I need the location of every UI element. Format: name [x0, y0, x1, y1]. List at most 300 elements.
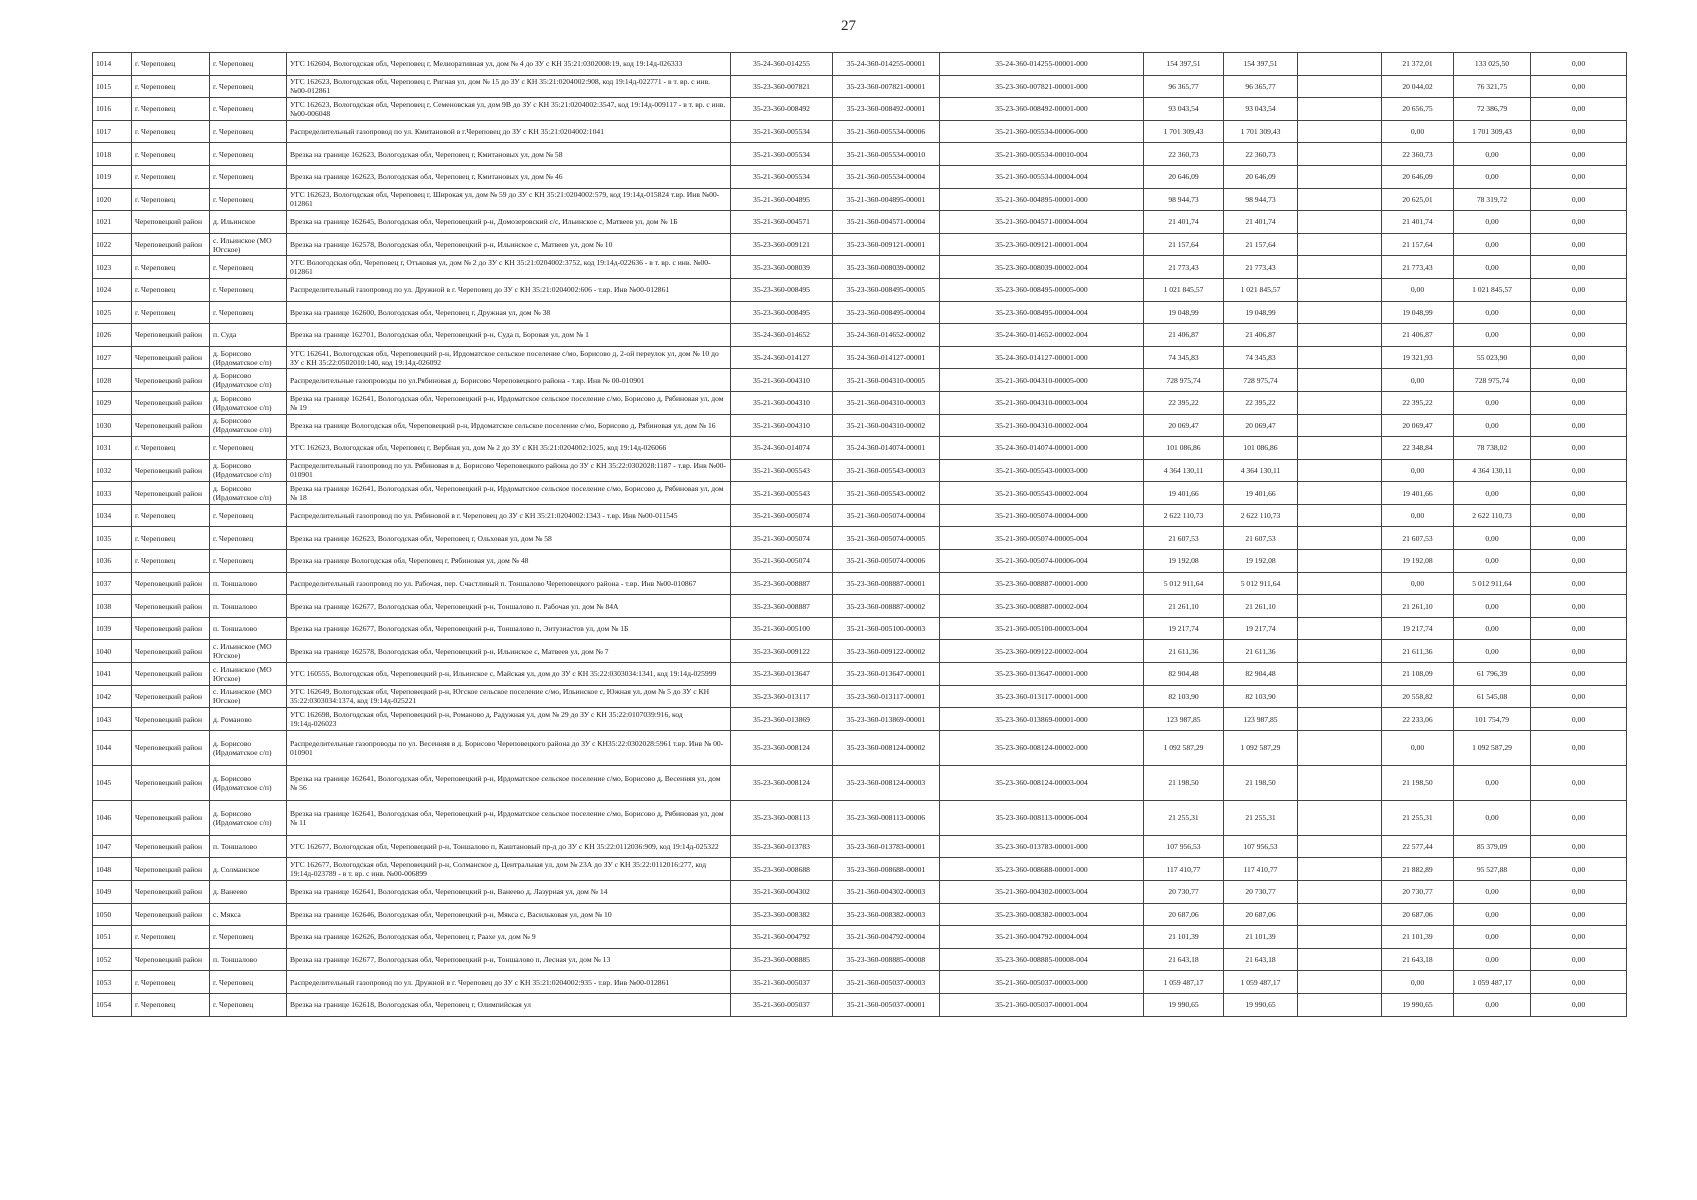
inventory-code-cell: 35-21-360-004792-00004-004: [940, 926, 1144, 949]
locality-cell: г. Череповец: [210, 971, 287, 994]
subobject-code-cell: 35-23-360-008495-00005: [833, 278, 940, 301]
table-row: [93, 120, 1627, 143]
value-6-cell: 0,00: [1531, 617, 1627, 640]
district-cell: г. Череповец: [132, 301, 210, 324]
inventory-code-cell: 35-23-360-008382-00003-004: [940, 903, 1144, 926]
value-3-cell: [1298, 926, 1382, 949]
value-2-cell: 19 192,08: [1224, 550, 1298, 573]
locality-cell: д. Романово: [210, 708, 287, 731]
table-row: [93, 572, 1627, 595]
subobject-code-cell: 35-24-360-014255-00001: [833, 53, 940, 76]
value-2-cell: 21 607,53: [1224, 527, 1298, 550]
value-1-cell: 21 261,10: [1144, 595, 1224, 618]
row-number-cell: 1040: [93, 640, 132, 663]
object-description-cell: Врезка на границе 162618, Вологодская обл, Череповец г, Олимпийская ул: [287, 993, 731, 1016]
inventory-code-cell: 35-21-360-004310-00002-004: [940, 414, 1144, 437]
value-3-cell: [1298, 572, 1382, 595]
value-3-cell: [1298, 120, 1382, 143]
value-6-cell: 0,00: [1531, 482, 1627, 505]
row-number-cell: 1016: [93, 98, 132, 121]
value-1-cell: 20 069,47: [1144, 414, 1224, 437]
object-description-cell: Врезка на границе 162701, Вологодская обл, Череповецкий р-н, Суда п, Боровая ул, дом № 1: [287, 324, 731, 347]
value-4-cell: 21 643,18: [1382, 948, 1454, 971]
locality-cell: г. Череповец: [210, 437, 287, 460]
table-row: [93, 765, 1627, 800]
inventory-code-cell: 35-23-360-008113-00006-004: [940, 800, 1144, 835]
value-4-cell: 19 990,65: [1382, 993, 1454, 1016]
value-3-cell: [1298, 165, 1382, 188]
table-row: [93, 640, 1627, 663]
district-cell: г. Череповец: [132, 53, 210, 76]
value-4-cell: 20 069,47: [1382, 414, 1454, 437]
object-code-cell: 35-21-360-004571: [731, 211, 833, 234]
row-number-cell: 1018: [93, 143, 132, 166]
row-number-cell: 1053: [93, 971, 132, 994]
object-description-cell: Врезка на границе 162677, Вологодская обл, Череповецкий р-н, Тоншалово п, Энтузиастов ул, дом № 1Б: [287, 617, 731, 640]
table-row: [93, 595, 1627, 618]
value-4-cell: 21 882,89: [1382, 858, 1454, 881]
value-3-cell: [1298, 881, 1382, 904]
value-4-cell: 0,00: [1382, 572, 1454, 595]
subobject-code-cell: 35-21-360-004895-00001: [833, 188, 940, 211]
value-2-cell: 21 255,31: [1224, 800, 1298, 835]
inventory-code-cell: 35-23-360-013869-00001-000: [940, 708, 1144, 731]
value-5-cell: 5 012 911,64: [1454, 572, 1531, 595]
object-description-cell: Распределительный газопровод по ул. Кмитановой в г.Череповец до ЗУ с КН 35:21:0204002:1041: [287, 120, 731, 143]
inventory-code-cell: 35-21-360-005037-00001-004: [940, 993, 1144, 1016]
locality-cell: г. Череповец: [210, 98, 287, 121]
value-2-cell: 98 944,73: [1224, 188, 1298, 211]
value-4-cell: 21 255,31: [1382, 800, 1454, 835]
value-3-cell: [1298, 550, 1382, 573]
value-4-cell: 20 625,01: [1382, 188, 1454, 211]
value-6-cell: 0,00: [1531, 391, 1627, 414]
row-number-cell: 1030: [93, 414, 132, 437]
locality-cell: д. Борисово (Ирдоматское с/п): [210, 765, 287, 800]
inventory-code-cell: 35-23-360-008124-00002-000: [940, 730, 1144, 765]
locality-cell: п. Тоншалово: [210, 572, 287, 595]
value-5-cell: 2 622 110,73: [1454, 504, 1531, 527]
value-2-cell: 154 397,51: [1224, 53, 1298, 76]
value-5-cell: 0,00: [1454, 948, 1531, 971]
value-3-cell: [1298, 278, 1382, 301]
row-number-cell: 1044: [93, 730, 132, 765]
subobject-code-cell: 35-21-360-005543-00002: [833, 482, 940, 505]
object-description-cell: Распределительные газопроводы по ул.Рябиновая д. Борисово Череповецкого района - т.вр. Инв № 00-010901: [287, 369, 731, 392]
value-4-cell: 0,00: [1382, 369, 1454, 392]
value-1-cell: 21 406,87: [1144, 324, 1224, 347]
object-code-cell: 35-23-360-008688: [731, 858, 833, 881]
row-number-cell: 1049: [93, 881, 132, 904]
value-1-cell: 21 157,64: [1144, 233, 1224, 256]
value-6-cell: 0,00: [1531, 708, 1627, 731]
value-5-cell: 85 379,09: [1454, 835, 1531, 858]
value-4-cell: 21 773,43: [1382, 256, 1454, 279]
inventory-code-cell: 35-23-360-008492-00001-000: [940, 98, 1144, 121]
value-6-cell: 0,00: [1531, 165, 1627, 188]
value-6-cell: 0,00: [1531, 324, 1627, 347]
object-description-cell: Врезка на границе 162623, Вологодская обл, Череповец г, Кмитановых ул, дом № 58: [287, 143, 731, 166]
value-2-cell: 82 103,90: [1224, 685, 1298, 708]
object-code-cell: 35-23-360-008124: [731, 765, 833, 800]
value-4-cell: 22 395,22: [1382, 391, 1454, 414]
district-cell: Череповецкий район: [132, 948, 210, 971]
value-5-cell: 0,00: [1454, 595, 1531, 618]
row-number-cell: 1035: [93, 527, 132, 550]
row-number-cell: 1027: [93, 346, 132, 369]
value-1-cell: 154 397,51: [1144, 53, 1224, 76]
value-5-cell: 101 754,79: [1454, 708, 1531, 731]
row-number-cell: 1015: [93, 75, 132, 98]
value-4-cell: 21 261,10: [1382, 595, 1454, 618]
subobject-code-cell: 35-23-360-013117-00001: [833, 685, 940, 708]
value-5-cell: 0,00: [1454, 414, 1531, 437]
value-6-cell: 0,00: [1531, 53, 1627, 76]
value-3-cell: [1298, 765, 1382, 800]
object-description-cell: Врезка на границе 162677, Вологодская обл, Череповецкий р-н, Тоншалово п. Рабочая ул. дом № 84А: [287, 595, 731, 618]
value-1-cell: 1 092 587,29: [1144, 730, 1224, 765]
value-3-cell: [1298, 663, 1382, 686]
district-cell: г. Череповец: [132, 188, 210, 211]
district-cell: Череповецкий район: [132, 414, 210, 437]
value-3-cell: [1298, 301, 1382, 324]
value-3-cell: [1298, 98, 1382, 121]
subobject-code-cell: 35-21-360-005534-00006: [833, 120, 940, 143]
inventory-code-cell: 35-23-360-013117-00001-000: [940, 685, 1144, 708]
locality-cell: г. Череповец: [210, 120, 287, 143]
value-1-cell: 2 622 110,73: [1144, 504, 1224, 527]
value-1-cell: 19 217,74: [1144, 617, 1224, 640]
locality-cell: г. Череповец: [210, 926, 287, 949]
value-1-cell: 728 975,74: [1144, 369, 1224, 392]
object-code-cell: 35-21-360-005543: [731, 459, 833, 482]
inventory-code-cell: 35-21-360-005074-00004-000: [940, 504, 1144, 527]
subobject-code-cell: 35-23-360-013647-00001: [833, 663, 940, 686]
object-code-cell: 35-23-360-008492: [731, 98, 833, 121]
table-row: [93, 278, 1627, 301]
object-code-cell: 35-21-360-005534: [731, 143, 833, 166]
table-row: [93, 858, 1627, 881]
table-row: [93, 617, 1627, 640]
value-3-cell: [1298, 617, 1382, 640]
value-4-cell: 21 108,09: [1382, 663, 1454, 686]
value-6-cell: 0,00: [1531, 143, 1627, 166]
value-2-cell: 117 410,77: [1224, 858, 1298, 881]
object-code-cell: 35-23-360-009122: [731, 640, 833, 663]
subobject-code-cell: 35-24-360-014652-00002: [833, 324, 940, 347]
object-code-cell: 35-23-360-007821: [731, 75, 833, 98]
value-6-cell: 0,00: [1531, 685, 1627, 708]
value-2-cell: 22 360,73: [1224, 143, 1298, 166]
locality-cell: г. Череповец: [210, 53, 287, 76]
value-4-cell: 22 233,06: [1382, 708, 1454, 731]
object-description-cell: Врезка на границе 162623, Вологодская обл, Череповец г, Кмитановых ул, дом № 46: [287, 165, 731, 188]
value-2-cell: 93 043,54: [1224, 98, 1298, 121]
value-1-cell: 117 410,77: [1144, 858, 1224, 881]
district-cell: Череповецкий район: [132, 640, 210, 663]
object-code-cell: 35-23-360-013783: [731, 835, 833, 858]
district-cell: Череповецкий район: [132, 858, 210, 881]
value-2-cell: 21 401,74: [1224, 211, 1298, 234]
value-6-cell: 0,00: [1531, 640, 1627, 663]
district-cell: Череповецкий район: [132, 369, 210, 392]
object-code-cell: 35-21-360-005534: [731, 120, 833, 143]
value-4-cell: 21 401,74: [1382, 211, 1454, 234]
value-5-cell: 1 021 845,57: [1454, 278, 1531, 301]
district-cell: г. Череповец: [132, 550, 210, 573]
district-cell: Череповецкий район: [132, 346, 210, 369]
inventory-code-cell: 35-21-360-004302-00003-004: [940, 881, 1144, 904]
value-2-cell: 21 198,50: [1224, 765, 1298, 800]
object-description-cell: Распределительные газопроводы по ул. Весенняя в д. Борисово Череповецкого района до ЗУ с КН35:22:0302028:5961 т.вр. Инв № 00-010901: [287, 730, 731, 765]
value-3-cell: [1298, 75, 1382, 98]
row-number-cell: 1024: [93, 278, 132, 301]
value-6-cell: 0,00: [1531, 98, 1627, 121]
value-6-cell: 0,00: [1531, 663, 1627, 686]
locality-cell: д. Борисово (Ирдоматское с/п): [210, 369, 287, 392]
value-1-cell: 21 255,31: [1144, 800, 1224, 835]
value-5-cell: 1 059 487,17: [1454, 971, 1531, 994]
value-1-cell: 21 101,39: [1144, 926, 1224, 949]
value-1-cell: 5 012 911,64: [1144, 572, 1224, 595]
value-3-cell: [1298, 800, 1382, 835]
table-row: [93, 708, 1627, 731]
value-1-cell: 96 365,77: [1144, 75, 1224, 98]
object-description-cell: Врезка на границе 162623, Вологодская обл, Череповец г, Ольховая ул, дом № 58: [287, 527, 731, 550]
object-description-cell: УГС 162677, Вологодская обл, Череповецкий р-н, Тоншалово п, Каштановый пр-д до ЗУ с КН 35:22:0112036:909, код 19:14д-025322: [287, 835, 731, 858]
inventory-code-cell: 35-23-360-009122-00002-004: [940, 640, 1144, 663]
value-3-cell: [1298, 143, 1382, 166]
object-code-cell: 35-23-360-008887: [731, 595, 833, 618]
value-6-cell: 0,00: [1531, 504, 1627, 527]
subobject-code-cell: 35-23-360-009122-00002: [833, 640, 940, 663]
object-code-cell: 35-21-360-005074: [731, 504, 833, 527]
row-number-cell: 1028: [93, 369, 132, 392]
district-cell: г. Череповец: [132, 993, 210, 1016]
table-row: [93, 324, 1627, 347]
object-code-cell: 35-23-360-013869: [731, 708, 833, 731]
object-description-cell: УГС 162604, Вологодская обл, Череповец г, Мелиоративная ул, дом № 4 до ЗУ с КН 35:21:0302008:19, код 19:14д-026333: [287, 53, 731, 76]
object-description-cell: Врезка на границе 162600, Вологодская обл, Череповец г, Дружная ул, дом № 38: [287, 301, 731, 324]
district-cell: г. Череповец: [132, 926, 210, 949]
object-description-cell: Врезка на границе 162578, Вологодская обл, Череповецкий р-н, Ильинское с, Матвеев ул, дом № 10: [287, 233, 731, 256]
locality-cell: д. Борисово (Ирдоматское с/п): [210, 800, 287, 835]
inventory-code-cell: 35-23-360-008887-00001-000: [940, 572, 1144, 595]
inventory-code-cell: 35-24-360-014652-00002-004: [940, 324, 1144, 347]
district-cell: Череповецкий район: [132, 391, 210, 414]
locality-cell: с. Мякса: [210, 903, 287, 926]
value-1-cell: 21 611,36: [1144, 640, 1224, 663]
value-2-cell: 728 975,74: [1224, 369, 1298, 392]
table-row: [93, 835, 1627, 858]
value-3-cell: [1298, 595, 1382, 618]
value-5-cell: 78 319,72: [1454, 188, 1531, 211]
value-1-cell: 4 364 130,11: [1144, 459, 1224, 482]
value-4-cell: 0,00: [1382, 504, 1454, 527]
value-3-cell: [1298, 527, 1382, 550]
inventory-code-cell: 35-21-360-005074-00005-004: [940, 527, 1144, 550]
table-row: [93, 256, 1627, 279]
value-4-cell: 20 656,75: [1382, 98, 1454, 121]
subobject-code-cell: 35-23-360-013783-00001: [833, 835, 940, 858]
district-cell: г. Череповец: [132, 256, 210, 279]
value-6-cell: 0,00: [1531, 120, 1627, 143]
locality-cell: с. Ильинское (МО Югское): [210, 685, 287, 708]
value-5-cell: 0,00: [1454, 800, 1531, 835]
object-code-cell: 35-23-360-008382: [731, 903, 833, 926]
inventory-code-cell: 35-21-360-004895-00001-000: [940, 188, 1144, 211]
locality-cell: г. Череповец: [210, 527, 287, 550]
table-row: [93, 459, 1627, 482]
object-code-cell: 35-23-360-008124: [731, 730, 833, 765]
subobject-code-cell: 35-21-360-004310-00003: [833, 391, 940, 414]
district-cell: Череповецкий район: [132, 903, 210, 926]
value-6-cell: 0,00: [1531, 459, 1627, 482]
value-4-cell: 22 360,73: [1382, 143, 1454, 166]
value-3-cell: [1298, 233, 1382, 256]
value-5-cell: 133 025,50: [1454, 53, 1531, 76]
object-code-cell: 35-21-360-004302: [731, 881, 833, 904]
value-1-cell: 82 103,90: [1144, 685, 1224, 708]
locality-cell: п. Тоншалово: [210, 595, 287, 618]
table-row: [93, 903, 1627, 926]
value-4-cell: 21 198,50: [1382, 765, 1454, 800]
inventory-code-cell: 35-23-360-013783-00001-000: [940, 835, 1144, 858]
value-1-cell: 20 646,09: [1144, 165, 1224, 188]
value-2-cell: 96 365,77: [1224, 75, 1298, 98]
inventory-code-cell: 35-23-360-009121-00001-004: [940, 233, 1144, 256]
row-number-cell: 1046: [93, 800, 132, 835]
object-code-cell: 35-23-360-008039: [731, 256, 833, 279]
subobject-code-cell: 35-21-360-005534-00010: [833, 143, 940, 166]
value-2-cell: 21 643,18: [1224, 948, 1298, 971]
value-1-cell: 19 048,99: [1144, 301, 1224, 324]
table-body: [93, 53, 1627, 1017]
value-2-cell: 19 217,74: [1224, 617, 1298, 640]
subobject-code-cell: 35-23-360-008887-00001: [833, 572, 940, 595]
value-3-cell: [1298, 256, 1382, 279]
value-5-cell: 0,00: [1454, 143, 1531, 166]
locality-cell: г. Череповец: [210, 301, 287, 324]
object-code-cell: 35-21-360-005037: [731, 993, 833, 1016]
value-5-cell: 72 386,79: [1454, 98, 1531, 121]
table-row: [93, 948, 1627, 971]
value-6-cell: 0,00: [1531, 993, 1627, 1016]
value-5-cell: 0,00: [1454, 256, 1531, 279]
value-6-cell: 0,00: [1531, 369, 1627, 392]
district-cell: Череповецкий район: [132, 685, 210, 708]
value-1-cell: 19 401,66: [1144, 482, 1224, 505]
value-2-cell: 82 904,48: [1224, 663, 1298, 686]
locality-cell: п. Суда: [210, 324, 287, 347]
district-cell: г. Череповец: [132, 143, 210, 166]
object-code-cell: 35-21-360-004310: [731, 369, 833, 392]
value-2-cell: 20 730,77: [1224, 881, 1298, 904]
value-2-cell: 123 987,85: [1224, 708, 1298, 731]
table-row: [93, 527, 1627, 550]
value-4-cell: 19 401,66: [1382, 482, 1454, 505]
locality-cell: п. Тоншалово: [210, 835, 287, 858]
row-number-cell: 1029: [93, 391, 132, 414]
subobject-code-cell: 35-23-360-008492-00001: [833, 98, 940, 121]
value-3-cell: [1298, 948, 1382, 971]
value-5-cell: 0,00: [1454, 301, 1531, 324]
subobject-code-cell: 35-24-360-014127-00001: [833, 346, 940, 369]
row-number-cell: 1023: [93, 256, 132, 279]
inventory-code-cell: 35-23-360-008495-00004-004: [940, 301, 1144, 324]
object-description-cell: Врезка на границе Вологодская обл, Череповец г, Рябиновая ул, дом № 48: [287, 550, 731, 573]
value-6-cell: 0,00: [1531, 926, 1627, 949]
value-2-cell: 2 622 110,73: [1224, 504, 1298, 527]
value-5-cell: 0,00: [1454, 993, 1531, 1016]
table-row: [93, 301, 1627, 324]
district-cell: Череповецкий район: [132, 324, 210, 347]
table-row: [93, 971, 1627, 994]
value-5-cell: 0,00: [1454, 211, 1531, 234]
object-description-cell: Врезка на границе 162645, Вологодская обл, Череповецкий р-н, Домозеровский с/с, Ильинское с, Матвеев ул, дом № 1Б: [287, 211, 731, 234]
subobject-code-cell: 35-21-360-005037-00001: [833, 993, 940, 1016]
value-4-cell: 21 372,01: [1382, 53, 1454, 76]
object-code-cell: 35-23-360-009121: [731, 233, 833, 256]
locality-cell: г. Череповец: [210, 256, 287, 279]
subobject-code-cell: 35-23-360-009121-00001: [833, 233, 940, 256]
value-4-cell: 20 558,82: [1382, 685, 1454, 708]
value-2-cell: 20 069,47: [1224, 414, 1298, 437]
object-code-cell: 35-23-360-013647: [731, 663, 833, 686]
row-number-cell: 1048: [93, 858, 132, 881]
object-description-cell: Врезка на границе 162641, Вологодская обл, Череповецкий р-н, Ирдоматское сельское поселение с/мо, Борисово д, Весенняя ул, дом № 56: [287, 765, 731, 800]
inventory-code-cell: 35-21-360-005543-00002-004: [940, 482, 1144, 505]
district-cell: Череповецкий район: [132, 800, 210, 835]
value-3-cell: [1298, 858, 1382, 881]
value-2-cell: 20 687,06: [1224, 903, 1298, 926]
district-cell: Череповецкий район: [132, 708, 210, 731]
object-description-cell: Распределительный газопровод по ул. Рябиновая в д. Борисово Череповецкого района до ЗУ с КН 35:22:0302028:1187 - т.вр. Инв №00-010901: [287, 459, 731, 482]
value-2-cell: 19 401,66: [1224, 482, 1298, 505]
table-row: [93, 143, 1627, 166]
value-2-cell: 21 261,10: [1224, 595, 1298, 618]
value-4-cell: 19 321,93: [1382, 346, 1454, 369]
value-1-cell: 82 904,48: [1144, 663, 1224, 686]
object-description-cell: Распределительный газопровод по ул. Рябиновой в г. Череповец до ЗУ с КН 35:21:0204002:1343 - т.вр. Инв №00-011545: [287, 504, 731, 527]
value-6-cell: 0,00: [1531, 346, 1627, 369]
value-3-cell: [1298, 482, 1382, 505]
value-5-cell: 0,00: [1454, 926, 1531, 949]
row-number-cell: 1021: [93, 211, 132, 234]
object-description-cell: УГС 162623, Вологодская обл, Череповец г, Широкая ул, дом № 59 до ЗУ с КН 35:21:0204002:579, код 19:14д-015824 т.вр. Инв №00-012861: [287, 188, 731, 211]
value-1-cell: 20 687,06: [1144, 903, 1224, 926]
inventory-code-cell: 35-23-360-008039-00002-004: [940, 256, 1144, 279]
locality-cell: г. Череповец: [210, 504, 287, 527]
district-cell: Череповецкий район: [132, 765, 210, 800]
locality-cell: д. Ванеево: [210, 881, 287, 904]
value-6-cell: 0,00: [1531, 765, 1627, 800]
table-row: [93, 663, 1627, 686]
object-description-cell: УГС 162623, Вологодская обл, Череповец г, Семеновская ул, дом 9В до ЗУ с КН 35:21:0204002:3547, код 19:14д-009117 - в т. вр. с инв. №00-006048: [287, 98, 731, 121]
locality-cell: д. Борисово (Ирдоматское с/п): [210, 482, 287, 505]
value-4-cell: 21 101,39: [1382, 926, 1454, 949]
inventory-code-cell: 35-21-360-005074-00006-004: [940, 550, 1144, 573]
object-code-cell: 35-21-360-004895: [731, 188, 833, 211]
district-cell: Череповецкий район: [132, 881, 210, 904]
value-4-cell: 21 157,64: [1382, 233, 1454, 256]
value-2-cell: 107 956,53: [1224, 835, 1298, 858]
district-cell: г. Череповец: [132, 278, 210, 301]
value-4-cell: 20 687,06: [1382, 903, 1454, 926]
district-cell: г. Череповец: [132, 527, 210, 550]
table-row: [93, 391, 1627, 414]
inventory-code-cell: 35-23-360-007821-00001-000: [940, 75, 1144, 98]
